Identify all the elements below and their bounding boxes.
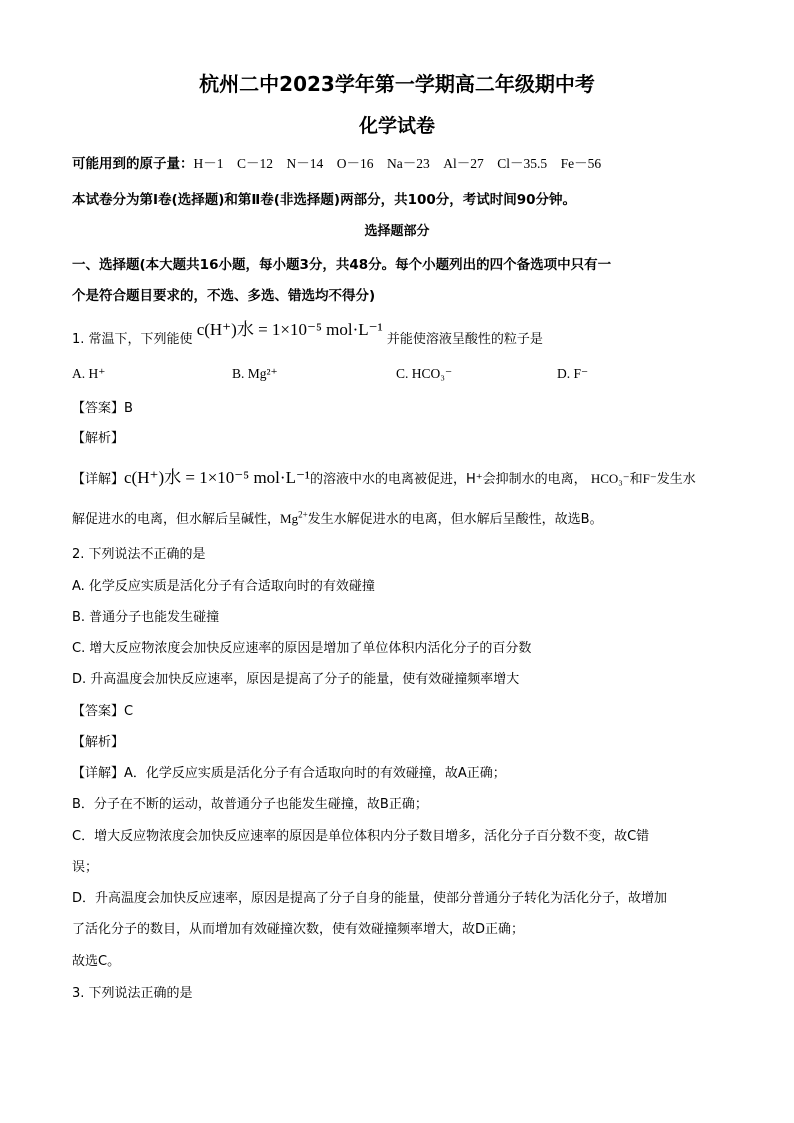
q1-number: 1. bbox=[72, 332, 85, 347]
q2-option-c: C. 增大反应物浓度会加快反应速率的原因是增加了单位体积内活化分子的百分数 bbox=[72, 641, 532, 656]
q1-formula: c(H⁺)水 = 1×10⁻⁵ mol·L⁻¹ bbox=[196, 320, 383, 339]
atomic-mass-values: H－1 C－12 N－14 O－16 Na－23 Al－27 Cl－35.5 Fe－56 bbox=[193, 156, 602, 171]
q2-option-a: A. 化学反应实质是活化分子有合适取向时的有效碰撞 bbox=[72, 579, 375, 594]
q2-detail-a: 【详解】A．化学反应实质是活化分子有合适取向时的有效碰撞，故A正确； bbox=[72, 766, 506, 781]
atomic-mass-label: 可能用到的原子量： bbox=[72, 156, 194, 172]
q1-detail-text: 的溶液中水的电离被促进，H⁺会抑制水的电离， bbox=[310, 472, 587, 487]
section-label: 选择题部分 bbox=[364, 224, 430, 239]
q2-conclusion: 故选C。 bbox=[72, 954, 121, 969]
q1-option-b: B. Mg²⁺ bbox=[232, 366, 278, 381]
q2-answer: 【答案】C bbox=[72, 704, 134, 719]
q1-detail-tag: 【详解】 bbox=[72, 472, 125, 487]
q1-option-a: A. H⁺ bbox=[72, 366, 106, 381]
atomic-mass-line bbox=[72, 154, 722, 174]
q2-detail-d2: 了活化分子的数目，从而增加有效碰撞次数，使有效碰撞频率增大，故D正确； bbox=[72, 922, 525, 937]
page-subtitle: 化学试卷 bbox=[358, 115, 435, 137]
q2-analysis-label: 【解析】 bbox=[72, 735, 125, 750]
q2-detail-c2: 误； bbox=[72, 860, 99, 875]
q1-stem-post: 并能使溶液呈酸性的粒子是 bbox=[386, 332, 543, 347]
q2-detail-c1: C．增大反应物浓度会加快反应速率的原因是单位体积内分子数目增多，活化分子百分数不变，故C错 bbox=[72, 829, 650, 844]
q2-detail-d1: D．升高温度会加快反应速率，原因是提高了分子自身的能量，使部分普通分子转化为活化分子，故增加 bbox=[72, 891, 668, 906]
q1-option-c: C. HCO₃⁻ bbox=[396, 366, 453, 381]
q1-detail-ions: HCO₃⁻和F⁻发生水 bbox=[590, 471, 696, 486]
q1-analysis-label: 【解析】 bbox=[72, 431, 125, 446]
q2-stem: 2. 下列说法不正确的是 bbox=[72, 547, 206, 562]
q1-option-d: D. F⁻ bbox=[557, 366, 589, 381]
q1-detail-line2 bbox=[72, 509, 722, 530]
q2-option-d: D. 升高温度会加快反应速率，原因是提高了分子的能量，使有效碰撞频率增大 bbox=[72, 672, 520, 687]
q1-stem bbox=[72, 320, 722, 350]
part1-instructions-line1: 一、选择题(本大题共16小题，每小题3分，共48分。每个小题列出的四个备选项中只有一 bbox=[72, 257, 612, 273]
q2-detail-b: B．分子在不断的运动，故普通分子也能发生碰撞，故B正确； bbox=[72, 797, 428, 812]
q1-answer: 【答案】B bbox=[72, 401, 133, 416]
exam-info: 本试卷分为第Ⅰ卷(选择题)和第Ⅱ卷(非选择题)两部分，共100分，考试时间90分钟。 bbox=[72, 192, 577, 208]
page-title: 杭州二中2023学年第一学期高二年级期中考 bbox=[199, 72, 595, 96]
q1-stem-pre: 常温下，下列能使 bbox=[88, 332, 193, 347]
part1-instructions-line2: 个是符合题目要求的，不选、多选、错选均不得分) bbox=[72, 288, 376, 304]
q1-detail-line2-post: 发生水解促进水的电离，但水解后呈酸性，故选B。 bbox=[307, 512, 603, 527]
q2-option-b: B. 普通分子也能发生碰撞 bbox=[72, 610, 220, 625]
q1-detail-formula: c(H⁺)水 = 1×10⁻⁵ mol·L⁻¹ bbox=[124, 468, 311, 487]
q1-detail-mg-ion: $Mg^{2+}$ bbox=[280, 509, 308, 526]
q3-stem: 3. 下列说法正确的是 bbox=[72, 986, 193, 1001]
q1-detail-line2-pre: 解促进水的电离，但水解后呈碱性， bbox=[72, 512, 281, 527]
q1-detail-line1 bbox=[72, 468, 722, 490]
